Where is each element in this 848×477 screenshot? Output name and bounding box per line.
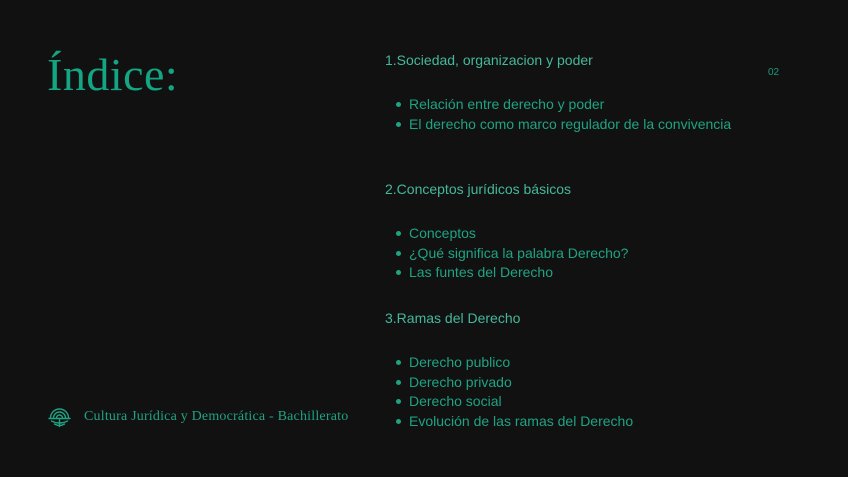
bullet-icon: [396, 380, 401, 385]
list-item: [385, 244, 628, 264]
list-item: [385, 373, 633, 393]
bullet-icon: [396, 270, 401, 275]
footer: [47, 404, 348, 429]
section-2: [385, 180, 629, 280]
list-item: [385, 392, 633, 412]
list-item-label: Las funtes del Derecho: [409, 264, 553, 280]
section-heading: 1.Sociedad, organizacion y poder: [385, 52, 593, 68]
section-heading: 2.Conceptos jurídicos básicos: [385, 181, 571, 197]
section-3: [385, 309, 634, 429]
section-2-list: [385, 224, 628, 283]
list-item: [385, 115, 731, 135]
bullet-icon: [396, 102, 401, 107]
bullet-icon: [396, 360, 401, 365]
bullet-icon: [396, 251, 401, 256]
list-item-label: Derecho social: [409, 393, 502, 409]
list-item-label: ¿Qué significa la palabra Derecho?: [409, 244, 629, 261]
section-1: [385, 51, 732, 132]
list-item-label: Evolución de las ramas del Derecho: [409, 412, 634, 429]
list-item: [385, 95, 731, 115]
bullet-icon: [396, 122, 401, 127]
bullet-icon: [396, 399, 401, 404]
list-item: [385, 412, 633, 432]
list-item-label: Relación entre derecho y poder: [409, 96, 605, 112]
list-item: [385, 224, 628, 244]
footer-course-title: Cultura Jurídica y Democrática - Bachillerato: [84, 408, 349, 424]
section-3-list: [385, 353, 633, 431]
list-item-label: El derecho como marco regulador de la convivencia: [409, 115, 732, 132]
page-number: 02: [768, 67, 780, 78]
bullet-icon: [396, 231, 401, 236]
list-item-label: Derecho privado: [409, 373, 512, 390]
list-item-label: Conceptos: [409, 225, 476, 241]
tree-arch-logo-icon: [47, 404, 72, 429]
list-item-label: Derecho publico: [409, 354, 511, 370]
bullet-icon: [396, 419, 401, 424]
list-item: [385, 353, 633, 373]
section-heading: 3.Ramas del Derecho: [385, 310, 521, 326]
slide-title: Índice:: [47, 49, 179, 100]
section-1-list: [385, 95, 731, 134]
list-item: [385, 263, 628, 283]
